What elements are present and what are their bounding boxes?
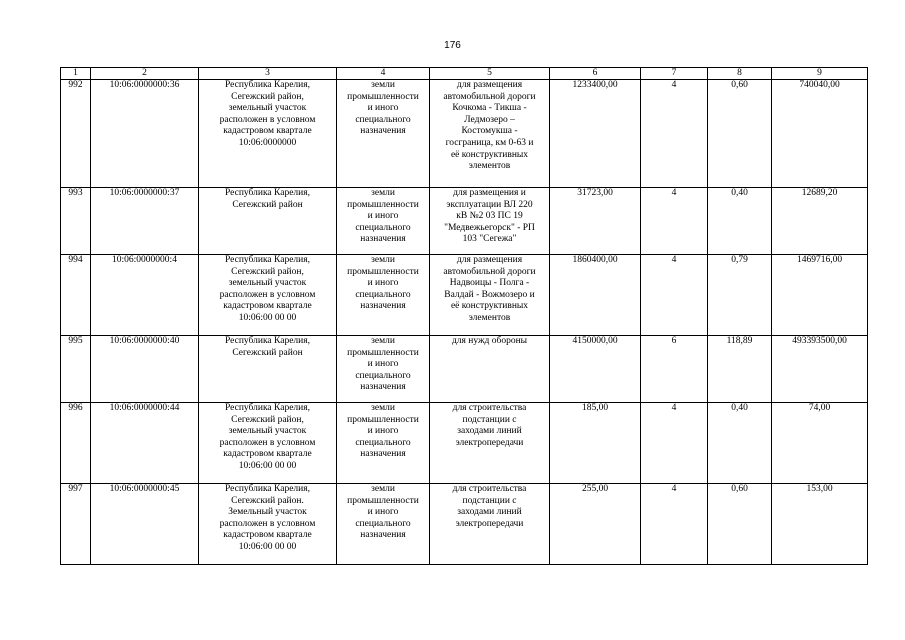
area-cell: 4150000,00 (550, 336, 641, 403)
text-line: Сегежский район. (231, 495, 304, 506)
text-line: и иного (367, 211, 399, 222)
text-line: заходами линий (457, 507, 522, 518)
text-line: и иного (367, 426, 399, 437)
column-7-cell: 6 (641, 336, 708, 403)
column-7-cell: 4 (641, 80, 708, 188)
text-line: назначения (360, 530, 406, 541)
land-category-cell (337, 255, 430, 336)
table-row (61, 255, 868, 336)
land-category-cell (337, 80, 430, 188)
text-line: Республика Карелия, (225, 255, 310, 265)
text-line: заходами линий (457, 426, 522, 437)
text-line: и иного (367, 507, 399, 518)
text-line: электропередачи (455, 518, 524, 529)
text-line: Ледмозеро – (464, 114, 515, 125)
value-cell: 1469716,00 (772, 255, 868, 336)
area-cell: 255,00 (550, 484, 641, 565)
text-line: специального (355, 289, 411, 300)
column-8-cell: 0,40 (708, 188, 772, 255)
text-line: расположен в условном (219, 114, 316, 125)
text-line: автомобильной дороги (443, 91, 536, 102)
text-line: земли (371, 80, 395, 90)
text-line: Республика Карелия, (225, 80, 310, 90)
table-row (61, 188, 868, 255)
text-line: Земельный участок (228, 507, 307, 518)
permitted-use-cell (430, 336, 550, 403)
text-line: для строительства (452, 403, 527, 413)
column-header-7: 7 (641, 68, 708, 80)
text-line: и иного (367, 278, 399, 289)
value-cell: 12689,20 (772, 188, 868, 255)
cadastral-number: 10:06:0000000:36 (91, 80, 199, 188)
area-cell: 31723,00 (550, 188, 641, 255)
text-line: Сегежский район, (231, 414, 304, 425)
row-number: 992 (61, 80, 91, 188)
table-row (61, 80, 868, 188)
permitted-use-cell (430, 403, 550, 484)
column-7-cell: 4 (641, 484, 708, 565)
land-category-cell (337, 484, 430, 565)
text-line: Сегежский район (232, 347, 303, 358)
text-line: 10:06:00 00 00 (238, 312, 297, 323)
text-line: и иного (367, 103, 399, 114)
text-line: кадастровом квартале (223, 126, 312, 137)
text-line: промышленности (347, 199, 419, 210)
text-line: назначения (360, 126, 406, 137)
text-line: специального (355, 222, 411, 233)
header-row (61, 68, 868, 80)
text-line: Надвоицы - Полга - (449, 278, 530, 289)
text-line: Сегежский район, (231, 91, 304, 102)
column-header-8: 8 (708, 68, 772, 80)
text-line: земельный участок (228, 426, 307, 437)
area-cell: 1860400,00 (550, 255, 641, 336)
location-cell (199, 188, 337, 255)
text-line: госграница, км 0-63 и (445, 137, 534, 148)
text-line: эксплуатации ВЛ 220 (446, 199, 533, 210)
text-line: специального (355, 370, 411, 381)
text-line: земельный участок (228, 278, 307, 289)
row-number: 994 (61, 255, 91, 336)
table-row (61, 336, 868, 403)
text-line: Костомукша - (461, 126, 518, 137)
text-line: назначения (360, 301, 406, 312)
cadastral-number: 10:06:0000000:45 (91, 484, 199, 565)
text-line: подстанции с (462, 495, 517, 506)
column-header-4: 4 (337, 68, 430, 80)
cadastral-number: 10:06:0000000:37 (91, 188, 199, 255)
land-category-cell (337, 188, 430, 255)
text-line: назначения (360, 382, 406, 393)
permitted-use-cell (430, 188, 550, 255)
column-header-5: 5 (430, 68, 550, 80)
text-line: элементов (468, 161, 511, 172)
column-header-1: 1 (61, 68, 91, 80)
column-header-3: 3 (199, 68, 337, 80)
text-line: 103 "Сегежа" (462, 234, 517, 245)
cadastral-number: 10:06:0000000:40 (91, 336, 199, 403)
text-line: для размещения (456, 255, 523, 265)
value-cell: 740040,00 (772, 80, 868, 188)
text-line: для строительства (452, 484, 527, 494)
text-line: для размещения и (453, 188, 526, 198)
column-7-cell: 4 (641, 403, 708, 484)
text-line: и иного (367, 359, 399, 370)
text-line: кадастровом квартале (223, 449, 312, 460)
text-line: кадастровом квартале (223, 530, 312, 541)
column-8-cell: 0,60 (708, 80, 772, 188)
text-line: Валдай - Вожмозеро и (444, 289, 535, 300)
text-line: земли (371, 255, 395, 265)
text-line: земли (371, 484, 395, 494)
location-cell (199, 255, 337, 336)
text-line: земельный участок (228, 103, 307, 114)
row-number: 996 (61, 403, 91, 484)
text-line: Сегежский район, (231, 266, 304, 277)
text-line: Республика Карелия, (225, 403, 310, 413)
text-line: для размещения (456, 80, 523, 90)
text-line: расположен в условном (219, 289, 316, 300)
page-number: 176 (444, 40, 461, 51)
location-cell (199, 336, 337, 403)
column-8-cell: 0,79 (708, 255, 772, 336)
text-line: 10:06:0000000 (238, 137, 297, 148)
text-line: специального (355, 437, 411, 448)
text-line: земли (371, 188, 395, 198)
column-header-9: 9 (772, 68, 868, 80)
text-line: земли (371, 403, 395, 413)
text-line: кВ №2 03 ПС 19 (456, 211, 523, 222)
text-line: промышленности (347, 347, 419, 358)
text-line: электропередачи (455, 437, 524, 448)
text-line: специального (355, 518, 411, 529)
text-line: промышленности (347, 266, 419, 277)
table-row (61, 403, 868, 484)
land-category-cell (337, 336, 430, 403)
land-plots-table (60, 67, 868, 565)
text-line: промышленности (347, 414, 419, 425)
text-line: Кочкома - Тикша - (452, 103, 527, 114)
text-line: её конструктивных (450, 301, 529, 312)
text-line: специального (355, 114, 411, 125)
cadastral-number: 10:06:0000000:44 (91, 403, 199, 484)
column-8-cell: 118,89 (708, 336, 772, 403)
text-line: её конструктивных (450, 149, 529, 160)
text-line: расположен в условном (219, 518, 316, 529)
text-line: расположен в условном (219, 437, 316, 448)
text-line: подстанции с (462, 414, 517, 425)
value-cell: 493393500,00 (772, 336, 868, 403)
column-header-2: 2 (91, 68, 199, 80)
text-line: Республика Карелия, (225, 336, 310, 346)
text-line: для нужд обороны (451, 336, 528, 346)
text-line: Республика Карелия, (225, 188, 310, 198)
permitted-use-cell (430, 255, 550, 336)
column-header-6: 6 (550, 68, 641, 80)
location-cell (199, 484, 337, 565)
area-cell: 185,00 (550, 403, 641, 484)
text-line: Сегежский район (232, 199, 303, 210)
text-line: "Медвежьегорск" - РП (444, 222, 535, 233)
location-cell (199, 403, 337, 484)
text-line: элементов (468, 312, 511, 323)
area-cell: 1233400,00 (550, 80, 641, 188)
text-line: назначения (360, 234, 406, 245)
table-row (61, 484, 868, 565)
column-7-cell: 4 (641, 188, 708, 255)
text-line: промышленности (347, 495, 419, 506)
value-cell: 74,00 (772, 403, 868, 484)
text-line: назначения (360, 449, 406, 460)
value-cell: 153,00 (772, 484, 868, 565)
land-category-cell (337, 403, 430, 484)
row-number: 993 (61, 188, 91, 255)
cadastral-number: 10:06:0000000:4 (91, 255, 199, 336)
row-number: 995 (61, 336, 91, 403)
text-line: кадастровом квартале (223, 301, 312, 312)
text-line: земли (371, 336, 395, 346)
permitted-use-cell (430, 80, 550, 188)
row-number: 997 (61, 484, 91, 565)
column-8-cell: 0,60 (708, 484, 772, 565)
text-line: автомобильной дороги (443, 266, 536, 277)
column-8-cell: 0,40 (708, 403, 772, 484)
text-line: 10:06:00 00 00 (238, 541, 297, 552)
text-line: 10:06:00 00 00 (238, 460, 297, 471)
column-7-cell: 4 (641, 255, 708, 336)
text-line: промышленности (347, 91, 419, 102)
permitted-use-cell (430, 484, 550, 565)
text-line: Республика Карелия, (225, 484, 310, 494)
location-cell (199, 80, 337, 188)
